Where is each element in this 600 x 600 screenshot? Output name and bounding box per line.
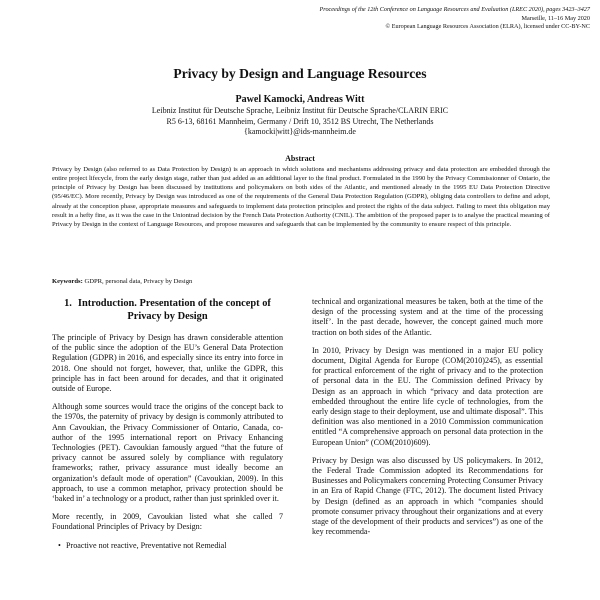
affiliations [0,106,600,138]
address-line: R5 6-13, 68161 Mannheim, Germany / Drift 10, 3512 BS Utrecht, The Netherlands [166,116,434,126]
abstract-text: Privacy by Design (also referred to as Data Protection by Design) is an approach in which solutions and mechanisms addressing privacy and data protection are embedded through the entire project lifecycle, from the early design stage, rather than just added as an additional layer to the final product. Formulated in the 1990 by the Privacy Commissionner of Ontario, the principle of Privacy by Design has been discussed by institutions and policymakers on both sides of the Atlantic, and mentioned already in the 1995 EU Data Protection Directive (95/46/EC). More recently, Privacy by Design was introduced as one of the requirements of the General Data Protection Regulation (GDPR), obliging data controllers to define and adopt, already at the conception phase, appropriate measures and safeguards to implement data protection principles and protect the rights of the data subject. Failing to meet this obligation may result in a hefty fine, as it was the case in the Uniontrad decision by the French Data Protection Authority (CNIL). The ambition of the proposed paper is to analyse the practical meaning of Privacy by Design in the context of Language Resources, and propose measures and safeguards that can be implemented by the community to ensure respect of this principle. [52,166,550,228]
section-heading [52,297,283,323]
list-item: • Proactive not reactive, Preventative not Remedial [66,541,283,551]
keywords-text: GDPR, personal data, Privacy by Design [84,278,193,285]
paragraph: Although some sources would trace the origins of the concept back to the 1970s, the paternity of privacy by design is commonly attributed to Ann Cavoukian, the Privacy Commissioner of Ontario, Canada, co-author of the 1995 international report on Privacy Enhancing Technologies (PET). Cavoukian famously argued “that the future of privacy cannot be assured solely by compliance with regulatory frameworks; rather, privacy assurance must ideally become an organization’s default mode of operation” (Cavoukian, 2009). In this approach, to use a common metaphor, privacy protection should be ‘baked in’ a technology or a product, rather than just sprinkled over it. [52,402,283,504]
principles-list [52,541,283,551]
paragraph: The principle of Privacy by Design has drawn considerable attention of the public since the adoption of the EU’s General Data Protection Regulation (GDPR) in 2016, and especially since its entry into force in 2018. One should not forget, however, that, unlike the GDPR, this principle has in fact been around for decades, and that it originated outside of Europe. [52,333,283,394]
paper-authors: Pawel Kamocki, Andreas Witt [235,94,365,105]
section-number: 1. [64,298,72,309]
section-title: Introduction. Presentation of the concept of Privacy by Design [77,298,271,322]
right-column [312,297,543,545]
copyright-line: © European Language Resources Association (ELRA), licensed under CC-BY-NC [385,23,590,31]
abstract-heading: Abstract [285,154,315,163]
left-column [52,297,283,551]
affiliation-line: Leibniz Institut für Deutsche Sprache, Leibniz Institut für Deutsche Sprache/CLARIN ERIC [151,106,449,115]
paper-title: Privacy by Design and Language Resources [173,66,427,81]
paragraph: Privacy by Design was also discussed by US policymakers. In 2012, the Federal Trade Commission adopted its Recommendations for Businesses and Policymakers concerning Protecting Consumer Privacy in an Era of Rapid Change (FTC, 2012). The document listed Privacy by Design (defined as an approach in which “companies should promote consumer privacy throughout their organizations and at every stage of the development of their products and services”) as one of the key recommenda- [312,455,543,537]
paragraph: In 2010, Privacy by Design was mentioned in a major EU policy document, Digital Agenda for Europe (COM(2010)245), as essential for practical enforcement of the right of privacy and to the protection of personal data in the EU. The Commission defined Privacy by Design as an approach in which “privacy and data protection are embedded throughout the entire life cycle of technologies, from the early design stage to their deployment, use and ultimate disposal”. This definition was also mentioned in a 2010 Commission communication entitled “A comprehensive approach on personal data protection in the European Union” (COM(2010)609). [312,345,543,447]
conference-location: Marseille, 11–16 May 2020 [521,14,590,22]
keywords-label: Keywords: [52,278,83,285]
proceedings-header [318,6,590,32]
paragraph: More recently, in 2009, Cavoukian listed what she called 7 Foundational Principles of Privacy by Design: [52,512,283,532]
keywords [52,277,550,286]
email-line: {kamocki|witt}@ids-mannheim.de [244,127,356,137]
paragraph: technical and organizational measures be taken, both at the time of the design of the processing system and at the time of the processing itself’. In the past decade, however, the concept gained much more traction on both sides of the Atlantic. [312,297,543,337]
proceedings-line: Proceedings of the 12th Conference on Language Resources and Evaluation (LREC 2020), pages 3423–3427 [319,6,590,13]
